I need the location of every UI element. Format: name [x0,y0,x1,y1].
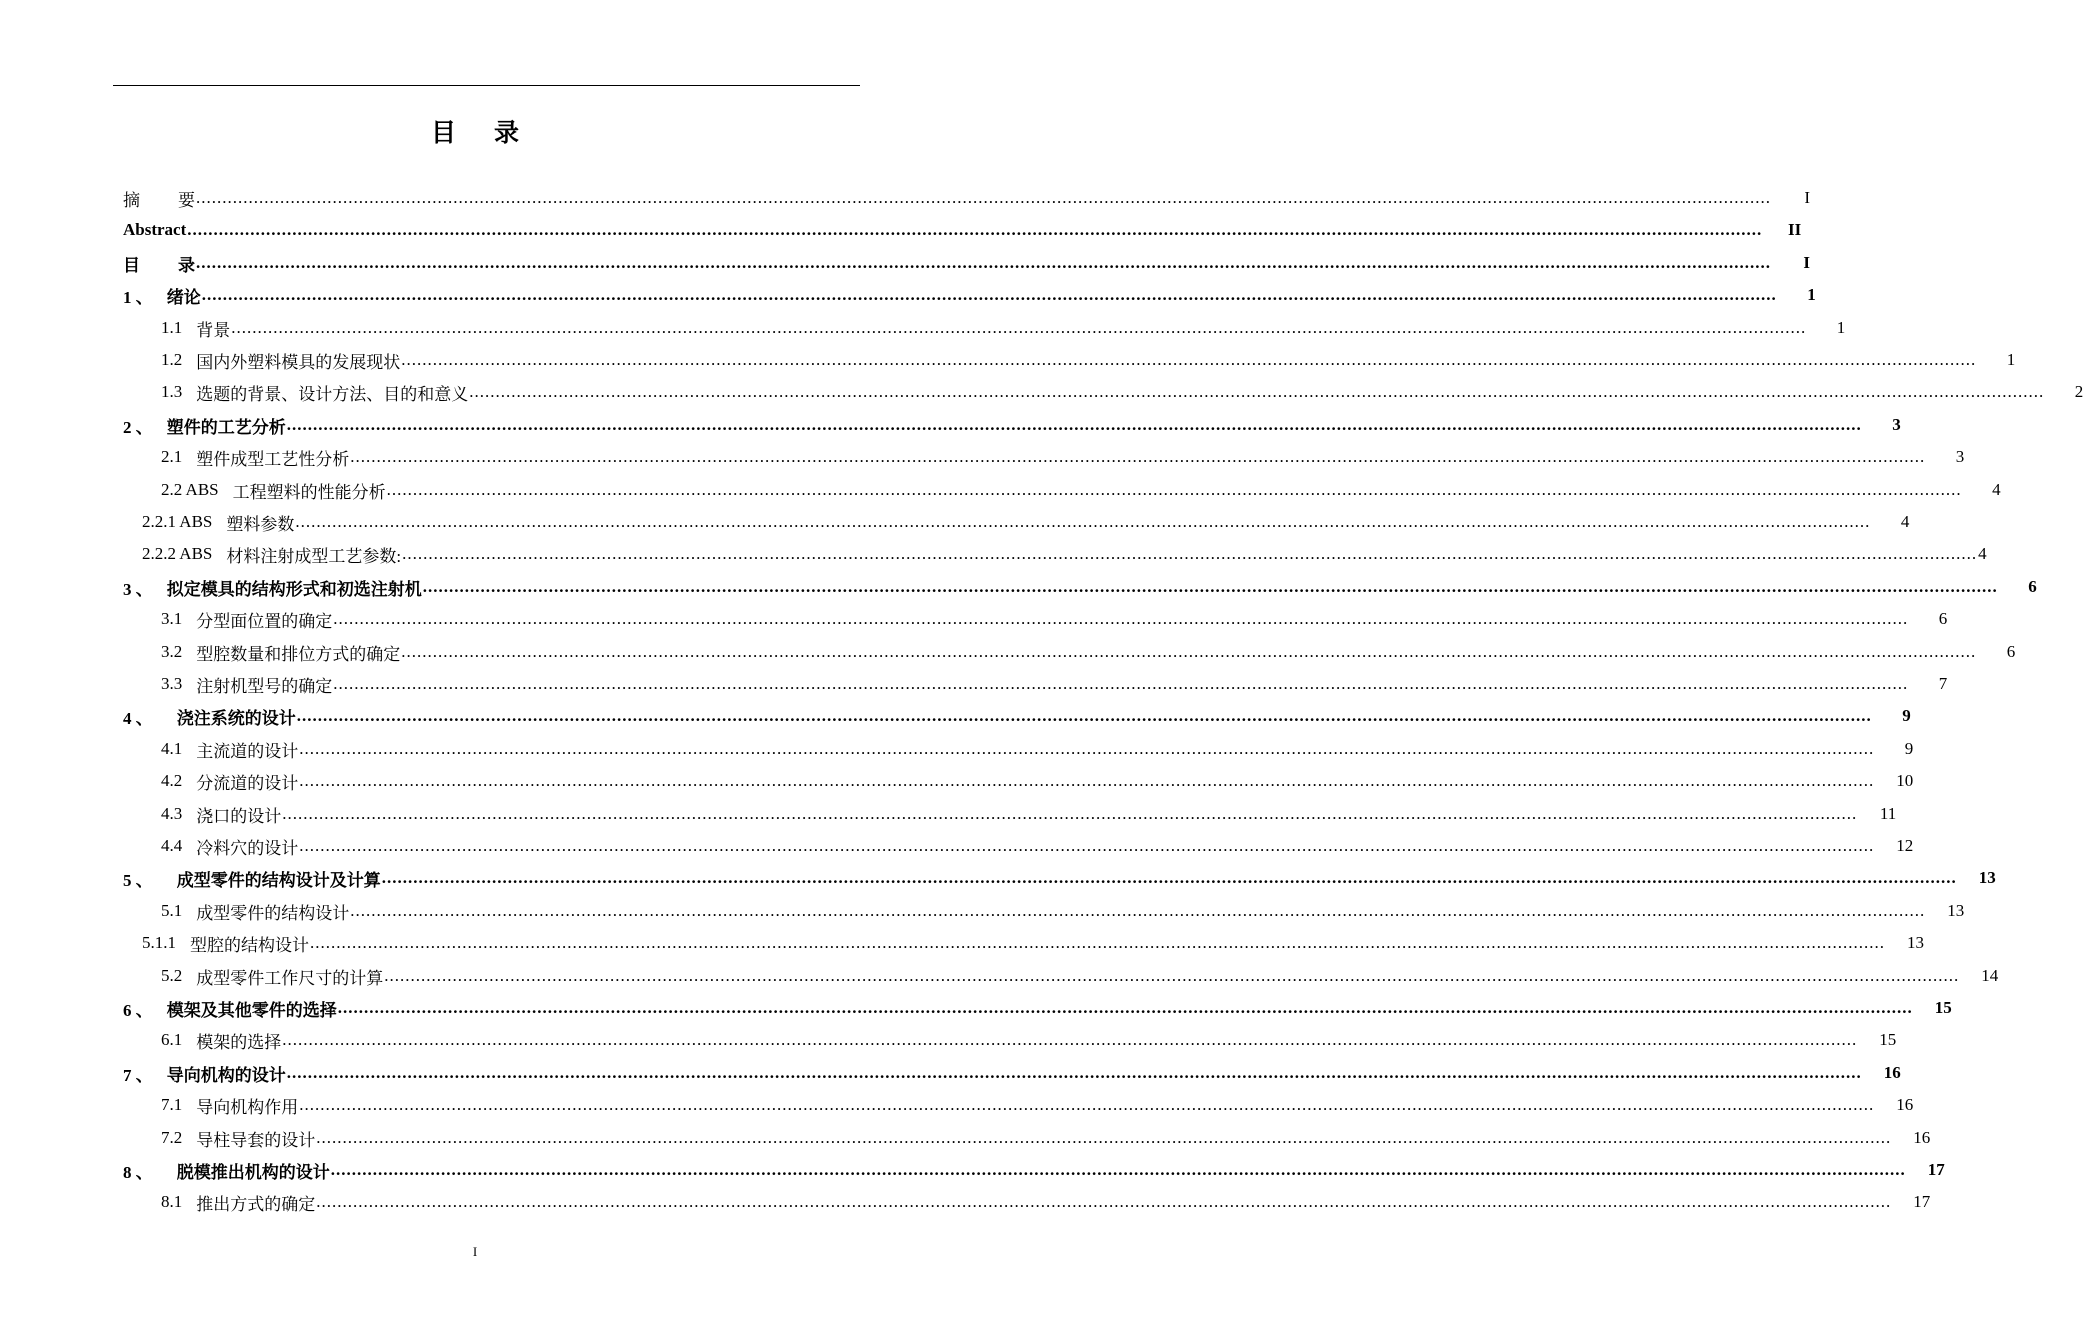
page-number-footer: I [472,1244,478,1259]
toc-dot-leader: ............................................................................................................................................................................................................................................................................................................ [316,1192,1892,1211]
toc-page-number: 4 [1978,544,1987,563]
toc-dot-leader: ............................................................................................................................................................................................................................................................................................................ [299,1095,1875,1114]
toc-page-number: 3 [1955,447,1965,466]
toc-entry[interactable] [142,927,1924,959]
header-rule [113,85,860,86]
toc-entry-title: 绪论 [166,287,201,307]
toc-page-number: 1 [1807,285,1816,304]
toc-entry[interactable] [123,182,1810,214]
toc-entry-title: 注射机型号的确定 [196,676,333,696]
toc-entry-number: 7.1 [161,1095,183,1114]
toc-entry[interactable] [123,279,1816,311]
toc-dot-leader: ............................................................................................................................................................................................................................................................................................................ [299,836,1875,855]
toc-dot-leader: ............................................................................................................................................................................................................................................................................................................ [286,415,1862,434]
toc-dot-leader: ............................................................................................................................................................................................................................................................................................................ [310,933,1885,952]
toc-entry-number: 1.3 [161,382,183,401]
toc-dot-leader: ............................................................................................................................................................................................................................................................................................................ [299,739,1875,758]
toc-dot-leader: ............................................................................................................................................................................................................................................................................................................ [402,544,1978,563]
toc-page-number: I [1804,188,1810,207]
toc-entry-title: 要 [178,190,195,210]
toc-entry[interactable] [161,1089,1914,1121]
toc-page-number: 17 [1913,1192,1931,1211]
toc-entry-title: 导向机构的设计 [166,1065,286,1085]
toc-entry-title: 导向机构作用 [196,1097,299,1117]
toc-page-number: 1 [1836,318,1846,337]
toc-entry[interactable] [161,668,1948,700]
toc-entry[interactable] [123,214,1802,246]
toc-page-number: 9 [1902,706,1911,725]
toc-dot-leader: ............................................................................................................................................................................................................................................................................................................ [401,642,1977,661]
toc-dot-leader: ............................................................................................................................................................................................................................................................................................................ [282,1030,1858,1049]
toc-entry-title: 模架及其他零件的选择 [166,1000,337,1020]
toc-dot-leader: ............................................................................................................................................................................................................................................................................................................ [384,966,1960,985]
toc-page-number: 16 [1896,1095,1914,1114]
toc-page-number: 15 [1934,998,1952,1017]
toc-entry[interactable] [161,376,2083,408]
toc-entry-number: 2.1 [161,447,183,466]
toc-entry-number: 5 、 [123,870,153,890]
toc-dot-leader: ............................................................................................................................................................................................................................................................................................................ [316,1128,1892,1147]
toc-page-number: II [1788,220,1802,239]
toc-entry-number: 8 、 [123,1162,153,1182]
toc-entry-number: 3 、 [123,579,153,599]
toc-dot-leader: ............................................................................................................................................................................................................................................................................................................ [381,868,1957,887]
toc-entry-title: 型腔数量和排位方式的确定 [196,644,401,664]
toc-entry[interactable] [123,409,1901,441]
toc-entry-number: 7 、 [123,1065,153,1085]
toc-entry-number: 2 、 [123,417,153,437]
toc-entry[interactable] [161,798,1897,830]
toc-entry-title: 浇口的设计 [196,806,282,826]
toc-entry[interactable] [161,603,1948,635]
toc-entry-number: 4.4 [161,836,183,855]
toc-page-number: 6 [2006,642,2016,661]
toc-page-number: 16 [1883,1063,1901,1082]
toc-entry-number: 3.1 [161,609,183,628]
toc-entry-title: 型腔的结构设计 [190,935,309,955]
toc-entry[interactable] [161,1186,1931,1218]
toc-page-number: 4 [1992,480,2001,499]
toc-entry-number: 6 、 [123,1000,153,1020]
toc-dot-leader: ............................................................................................................................................................................................................................................................................................................ [231,318,1807,337]
toc-page-number: 9 [1904,739,1914,758]
toc-dot-leader: ............................................................................................................................................................................................................................................................................................................ [201,285,1777,304]
toc-entry[interactable] [161,312,1846,344]
toc-entry-number: 5.1.1 [142,933,176,952]
toc-entry-number: 摘 [123,190,140,210]
toc-entry[interactable] [142,538,1987,570]
toc-entry[interactable] [161,960,1999,992]
toc-entry[interactable] [161,1024,1897,1056]
toc-dot-leader: ............................................................................................................................................................................................................................................................................................................ [469,382,2045,401]
toc-entry-number: 1.2 [161,350,183,369]
toc-entry-title: 背景 [196,320,231,340]
toc-dot-leader: ............................................................................................................................................................................................................................................................................................................ [196,253,1771,272]
toc-entry-number: 1.1 [161,318,183,337]
toc-entry-number: 8.1 [161,1192,183,1211]
toc-entry-title: 材料注射成型工艺参数: [226,546,402,566]
toc-dot-leader: ............................................................................................................................................................................................................................................................................................................ [386,480,1962,499]
page-title: 目录 [430,118,557,147]
toc-dot-leader: ............................................................................................................................................................................................................................................................................................................ [333,674,1909,693]
toc-entry-title: 塑件成型工艺性分析 [196,449,350,469]
toc-page-number: 16 [1913,1128,1931,1147]
toc-entry-title: 浇注系统的设计 [176,708,296,728]
toc-page-number: 10 [1896,771,1914,790]
toc-page-number: 7 [1938,674,1948,693]
toc-page-number: I [1803,253,1810,272]
toc-entry-number: 4 、 [123,708,153,728]
toc-entry-title: 脱模推出机构的设计 [176,1162,330,1182]
toc-dot-leader: ............................................................................................................................................................................................................................................................................................................ [282,804,1858,823]
toc-entry-number: 4.3 [161,804,183,823]
toc-dot-leader: ............................................................................................................................................................................................................................................................................................................ [333,609,1909,628]
toc-entry[interactable] [123,247,1810,279]
toc-entry-number: 5.2 [161,966,183,985]
toc-page-number: 13 [1947,901,1965,920]
toc-entry[interactable] [123,992,1952,1024]
toc-entry-title: 分流道的设计 [196,773,299,793]
toc-entry[interactable] [123,700,1911,732]
toc-entry-title: 分型面位置的确定 [196,611,333,631]
toc-entry[interactable] [161,765,1914,797]
toc-page-number: 1 [2006,350,2016,369]
toc-entry[interactable] [161,636,2016,668]
toc-dot-leader: ............................................................................................................................................................................................................................................................................................................ [296,706,1872,725]
toc-entry-number: 3.2 [161,642,183,661]
toc-entry[interactable] [123,571,2037,603]
toc-entry[interactable] [123,1154,1945,1186]
toc-dot-leader: ............................................................................................................................................................................................................................................................................................................ [286,1063,1862,1082]
toc-page-number: 6 [2028,577,2037,596]
toc-entry-title: 工程塑料的性能分析 [232,482,386,502]
toc-entry-number: 4.1 [161,739,183,758]
toc-page-number: 13 [1978,868,1996,887]
toc-page-number: 2 [2074,382,2083,401]
toc-page-number: 4 [1900,512,1910,531]
toc-entry-title: 成型零件的结构设计 [196,903,350,923]
toc-dot-leader: ............................................................................................................................................................................................................................................................................................................ [299,771,1875,790]
toc-entry-number: 6.1 [161,1030,183,1049]
toc-entry-title: 导柱导套的设计 [196,1130,316,1150]
toc-dot-leader: ............................................................................................................................................................................................................................................................................................................ [401,350,1977,369]
toc-entry-title: 模架的选择 [196,1032,282,1052]
toc-dot-leader: ............................................................................................................................................................................................................................................................................................................ [337,998,1913,1017]
toc-entry[interactable] [123,1057,1901,1089]
toc-dot-leader: ............................................................................................................................................................................................................................................................................................................ [187,220,1763,239]
toc-page-number: 6 [1938,609,1948,628]
toc-page-number: 13 [1907,933,1924,952]
toc-page-number: 17 [1927,1160,1945,1179]
toc-entry-number: 3.3 [161,674,183,693]
toc-dot-leader: ............................................................................................................................................................................................................................................................................................................ [350,447,1926,466]
toc-entry[interactable] [161,441,1965,473]
toc-dot-leader: ............................................................................................................................................................................................................................................................................................................ [422,577,1998,596]
toc-entry-number: Abstract [123,220,187,239]
toc-entry-title: 国内外塑料模具的发展现状 [196,352,401,372]
toc-entry-number: 1 、 [123,287,153,307]
toc-page-number: 3 [1892,415,1901,434]
toc-entry-title: 主流道的设计 [196,741,299,761]
toc-entry[interactable] [161,830,1914,862]
toc-page-number: 15 [1879,1030,1897,1049]
toc-entry-title: 拟定模具的结构形式和初选注射机 [166,579,422,599]
toc-entry[interactable] [161,1122,1931,1154]
toc-page-number: 14 [1981,966,1999,985]
toc-entry-number: 目 [123,255,140,275]
toc-entry-number: 4.2 [161,771,183,790]
toc-entry-title: 塑件的工艺分析 [166,417,286,437]
toc-entry-title: 成型零件的结构设计及计算 [176,870,381,890]
toc-dot-leader: ............................................................................................................................................................................................................................................................................................................ [196,188,1771,207]
toc-page-number: 11 [1879,804,1897,823]
toc-entry-number: 2.2.1 ABS [142,512,213,531]
toc-entry[interactable] [161,733,1914,765]
toc-entry[interactable] [142,506,1910,538]
toc-entry[interactable] [161,344,2016,376]
toc-entry-title: 推出方式的确定 [196,1194,316,1214]
toc-dot-leader: ............................................................................................................................................................................................................................................................................................................ [350,901,1926,920]
toc-dot-leader: ............................................................................................................................................................................................................................................................................................................ [330,1160,1906,1179]
toc-entry[interactable] [161,474,2001,506]
toc-entry-number: 2.2.2 ABS [142,544,213,563]
toc-entry-number: 2.2 ABS [161,480,219,499]
toc-entry[interactable] [161,895,1965,927]
toc-entry-title: 成型零件工作尺寸的计算 [196,968,384,988]
toc-entry-title: 录 [178,255,195,275]
toc-entry-title: 冷料穴的设计 [196,838,299,858]
toc-dot-leader: ............................................................................................................................................................................................................................................................................................................ [295,512,1871,531]
toc-page-number: 12 [1896,836,1914,855]
toc-entry-number: 5.1 [161,901,183,920]
toc-entry-number: 7.2 [161,1128,183,1147]
toc-entry-title: 选题的背景、设计方法、目的和意义 [196,384,469,404]
toc-entry-title: 塑料参数 [226,514,295,534]
toc-entry[interactable] [123,862,1996,894]
